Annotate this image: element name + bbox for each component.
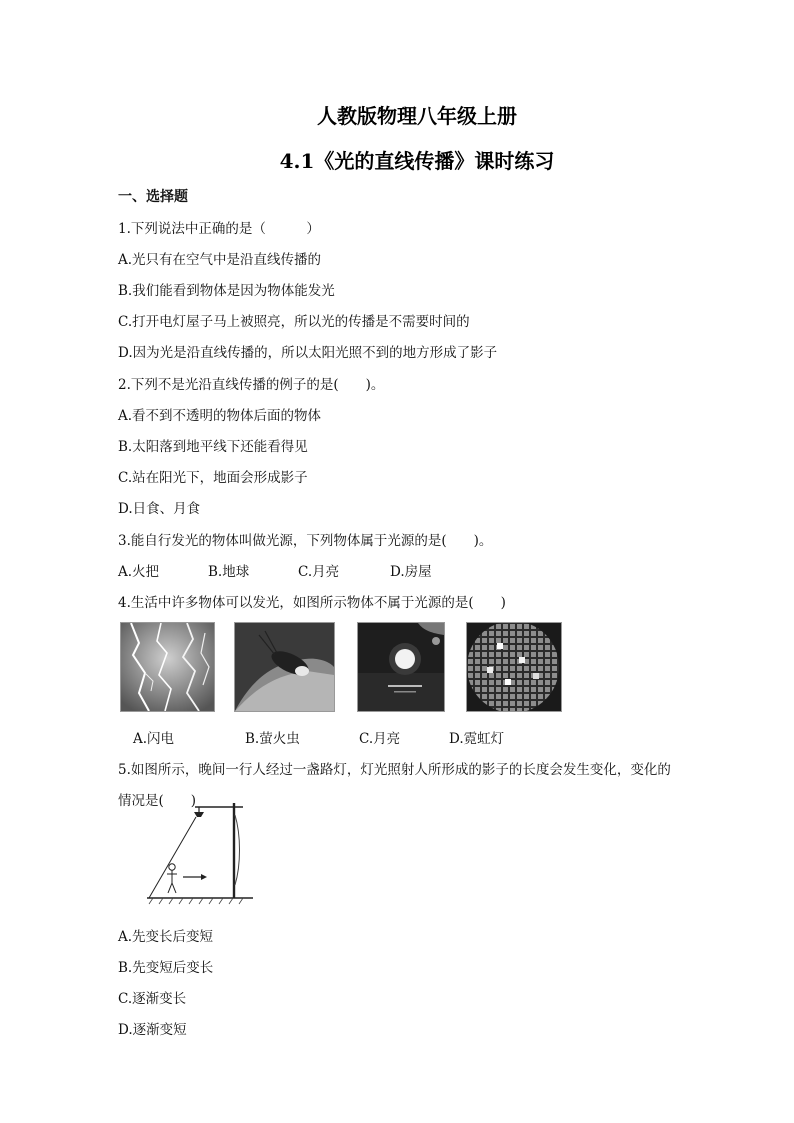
image-caption-c: C.月亮 <box>359 731 401 747</box>
question-4-stem: 4.生活中许多物体可以发光，如图所示物体不属于光源的是( ) <box>118 595 506 611</box>
moon-image <box>357 622 445 712</box>
question-2-option-d: D.日食、月食 <box>118 501 201 517</box>
question-2-option-c: C.站在阳光下，地面会形成影子 <box>118 470 308 486</box>
lightning-image <box>120 622 215 712</box>
question-5-option-a: A.先变长后变短 <box>118 929 214 945</box>
question-1-stem: 1.下列说法中正确的是（ ） <box>118 221 320 237</box>
question-3-option-a: A.火把 <box>118 564 160 580</box>
street-lamp-diagram <box>145 795 255 905</box>
question-3-option-d: D.房屋 <box>390 564 432 580</box>
question-1-option-d: D.因为光是沿直线传播的，所以太阳光照不到的地方形成了影子 <box>118 345 498 361</box>
question-5-stem-line2: 情况是( ) <box>118 793 197 809</box>
question-3-stem: 3.能自行发光的物体叫做光源，下列物体属于光源的是( )。 <box>118 533 493 549</box>
question-3-option-c: C.月亮 <box>298 564 340 580</box>
question-1-option-a: A.光只有在空气中是沿直线传播的 <box>118 252 322 268</box>
question-5-option-c: C.逐渐变长 <box>118 991 187 1007</box>
firefly-image <box>234 622 335 712</box>
page-title: 人教版物理八年级上册 <box>317 104 517 128</box>
question-3-option-b: B.地球 <box>208 564 250 580</box>
page-subtitle: 4.1《光的直线传播》课时练习 <box>279 149 555 173</box>
question-2-option-a: A.看不到不透明的物体后面的物体 <box>118 408 322 424</box>
question-5-option-d: D.逐渐变短 <box>118 1022 187 1038</box>
question-1-option-b: B.我们能看到物体是因为物体能发光 <box>118 283 335 299</box>
question-5-stem-line1: 5.如图所示，晚间一行人经过一盏路灯，灯光照射人所形成的影子的长度会发生变化，变化的 <box>118 762 671 778</box>
question-2-stem: 2.下列不是光沿直线传播的例子的是( )。 <box>118 377 385 393</box>
question-1-option-c: C.打开电灯屋子马上被照亮，所以光的传播是不需要时间的 <box>118 314 470 330</box>
disco-ball-image <box>466 622 562 712</box>
image-caption-d: D.霓虹灯 <box>449 731 505 747</box>
question-5-option-b: B.先变短后变长 <box>118 960 214 976</box>
question-2-option-b: B.太阳落到地平线下还能看得见 <box>118 439 308 455</box>
section-heading: 一、选择题 <box>118 189 188 205</box>
image-caption-a: A.闪电 <box>133 731 175 747</box>
image-caption-b: B.萤火虫 <box>245 731 300 747</box>
question-3-options <box>118 560 432 580</box>
